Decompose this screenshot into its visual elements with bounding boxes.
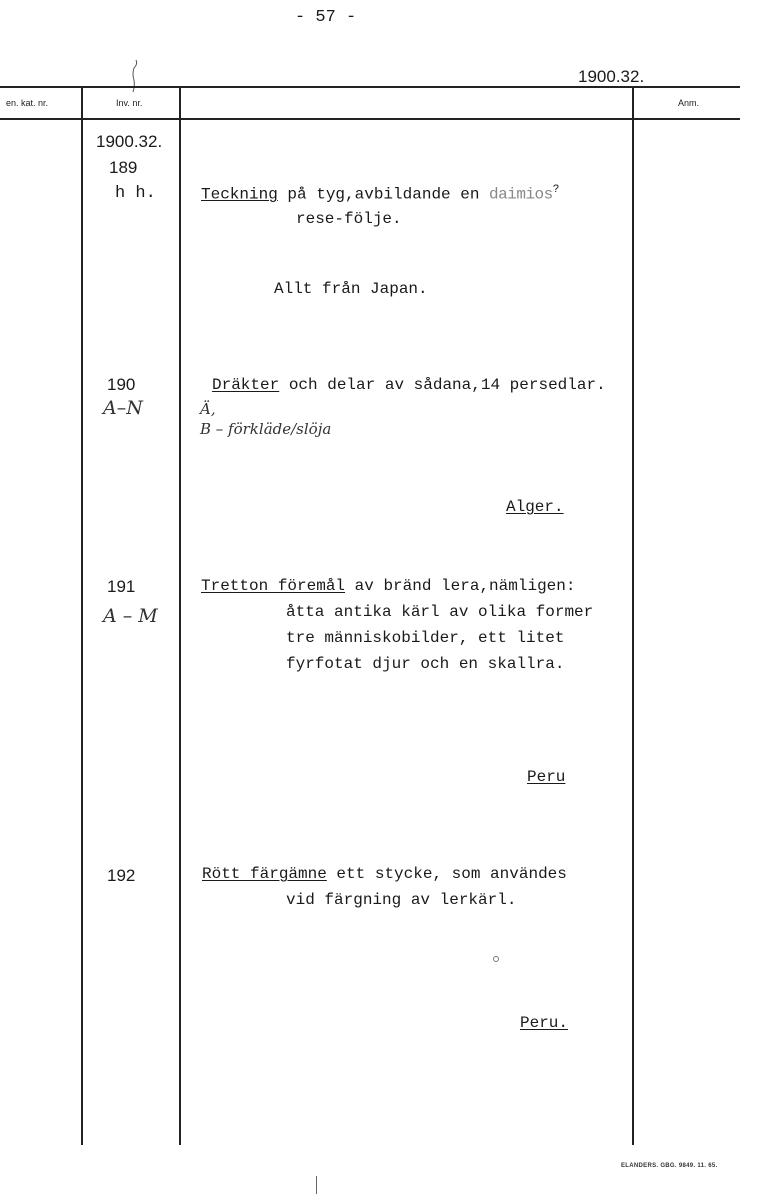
binding-mark bbox=[316, 1176, 317, 1194]
pencil-mark bbox=[124, 58, 144, 94]
column-header-kat: en. kat. nr. bbox=[6, 98, 49, 108]
entry-191-hand-code: A – M bbox=[103, 605, 158, 627]
entry-189-line2: rese-följe. bbox=[296, 210, 402, 228]
entry-190-hand-note2: B – förkläde/slöja bbox=[200, 420, 332, 438]
entry-189-inv-number: 189 bbox=[109, 158, 138, 177]
header-top-rule bbox=[0, 86, 740, 88]
entry-192-origin bbox=[520, 1014, 568, 1032]
entry-192-origin-text: Peru. bbox=[520, 1014, 569, 1032]
entry-192-text1: ett stycke, som användes bbox=[326, 865, 567, 883]
column-header-anm: Anm. bbox=[678, 98, 700, 108]
entry-191-line2: åtta antika kärl av olika former bbox=[286, 603, 594, 621]
printer-mark: ELANDERS. GBG. 9849. 11. 65. bbox=[621, 1163, 718, 1169]
entry-191-line1 bbox=[201, 577, 575, 595]
entry-191-line3: tre människobilder, ett litet bbox=[286, 629, 565, 647]
entry-191-inv-number: 191 bbox=[107, 577, 136, 596]
entry-192-title: Rött färgämne bbox=[202, 865, 327, 883]
column-divider-1 bbox=[81, 86, 83, 1145]
entry-190-line1 bbox=[212, 376, 606, 394]
entry-189-title: Teckning bbox=[201, 185, 278, 204]
entry-189-line1 bbox=[201, 184, 559, 203]
header-bottom-rule bbox=[0, 118, 740, 120]
entry-191-line4: fyrfotat djur och en skallra. bbox=[286, 655, 565, 673]
entry-191-origin-text: Peru bbox=[527, 768, 566, 786]
entry-192-line2: vid färgning av lerkärl. bbox=[286, 891, 517, 909]
entry-190-inv-number: 190 bbox=[107, 375, 136, 394]
entry-191-origin bbox=[527, 768, 565, 786]
column-divider-3 bbox=[632, 86, 634, 1145]
entry-192-line1 bbox=[202, 865, 567, 883]
entry-189-reference: 1900.32. bbox=[96, 132, 163, 151]
entry-190-origin-text: Alger. bbox=[506, 498, 564, 516]
entry-190-hand-code: A–N bbox=[103, 397, 143, 419]
entry-191-title: Tretton föremål bbox=[201, 577, 346, 595]
page-number: - 57 - bbox=[295, 8, 357, 27]
scan-speck bbox=[493, 956, 499, 962]
header-reference: 1900.32. bbox=[578, 67, 645, 86]
entry-192-inv-number: 192 bbox=[107, 866, 136, 885]
column-header-inv: Inv. nr. bbox=[116, 98, 143, 108]
entry-191-text1: av bränd lera,nämligen: bbox=[345, 577, 576, 595]
entry-189-origin: Allt från Japan. bbox=[274, 280, 428, 298]
entry-190-origin bbox=[506, 498, 564, 516]
column-divider-2 bbox=[179, 86, 181, 1145]
entry-190-hand-note1: Ä, bbox=[200, 400, 216, 418]
entry-189-code: h h. bbox=[115, 184, 156, 203]
entry-189-struck-word: daimios bbox=[489, 185, 553, 204]
entry-189-mark: ? bbox=[552, 184, 560, 196]
entry-189-text1: på tyg,avbildande en bbox=[277, 185, 490, 204]
entry-190-title: Dräkter bbox=[212, 376, 280, 394]
entry-190-text1: och delar av sådana,14 persedlar. bbox=[279, 376, 606, 394]
